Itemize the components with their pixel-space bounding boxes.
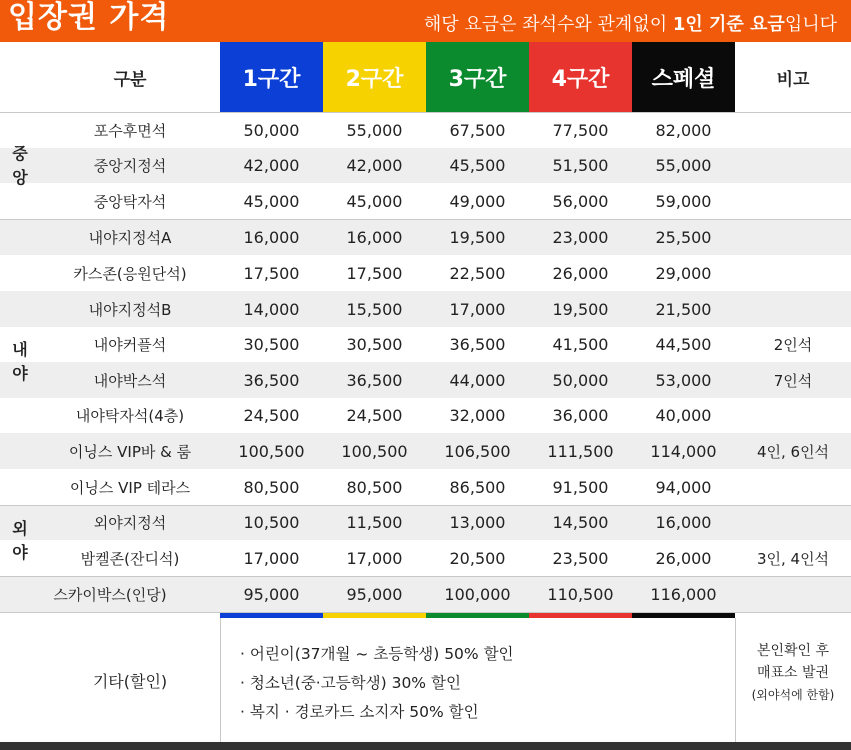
seat-name: 카스존(응원단석) [73, 264, 187, 283]
header-zone-1: 1구간 [220, 42, 323, 112]
zone-strip-1 [220, 613, 323, 618]
price-cell: 24,500 [346, 406, 403, 425]
price-cell: 36,500 [243, 370, 300, 390]
price-cell: 95,000 [346, 584, 403, 604]
zone-strip-4 [529, 613, 632, 618]
seat-name: 중앙지정석 [93, 157, 167, 175]
remark-cell: 3인, 4인석 [756, 549, 830, 568]
header-zone-4: 4구간 [529, 42, 632, 112]
seat-name: 스카이박스(인당) [53, 585, 167, 604]
remark-cell [735, 112, 851, 148]
price-cell: 17,000 [243, 548, 300, 568]
price-cell: 14,000 [243, 299, 300, 319]
remark-cell: 4인, 6인석 [756, 442, 830, 461]
footer-label: 기타(할인) [92, 671, 168, 691]
price-cell: 100,000 [444, 584, 511, 604]
price-cell: 51,500 [552, 156, 609, 175]
price-cell: 100,500 [238, 441, 305, 461]
seat-name: 내야지정석A [88, 228, 172, 247]
zone-strip-3 [426, 613, 529, 618]
seat-name: 포수후면석 [93, 121, 167, 140]
price-cell: 36,000 [552, 406, 609, 425]
table-row [0, 148, 851, 183]
price-cell: 45,000 [346, 191, 403, 211]
discount-item: · 청소년(중·고등학생) 30% 할인 [240, 674, 461, 692]
group-label-char: 내 [12, 340, 28, 359]
price-cell: 94,000 [655, 477, 712, 497]
seat-name: 내야커플석 [93, 336, 167, 354]
bottom-border [0, 742, 851, 750]
remark-cell [735, 219, 851, 255]
page-title: 입장권 가격 [8, 0, 170, 35]
price-cell: 40,000 [655, 406, 712, 425]
table-row [0, 398, 851, 433]
price-cell: 17,000 [449, 299, 506, 319]
price-cell: 17,500 [346, 263, 403, 283]
price-cell: 25,500 [655, 227, 712, 247]
table-row [0, 469, 851, 505]
seat-name: 이닝스 VIP 테라스 [69, 478, 191, 497]
price-cell: 50,000 [243, 120, 300, 140]
header-zone-special: 스페셜 [632, 42, 735, 112]
title-bar [0, 0, 851, 42]
remark-cell [735, 148, 851, 183]
price-cell: 16,000 [655, 513, 712, 532]
price-cell: 19,500 [552, 299, 609, 319]
table-row [0, 505, 851, 540]
price-cell: 55,000 [655, 156, 712, 175]
seat-name: 외야지정석 [93, 514, 167, 532]
price-cell: 29,000 [655, 263, 712, 283]
group-label-center [0, 112, 40, 219]
table-row [0, 291, 851, 327]
price-cell: 44,500 [655, 335, 712, 354]
header-zone-3: 3구간 [426, 42, 529, 112]
price-cell: 80,500 [243, 477, 300, 497]
price-cell: 91,500 [552, 477, 609, 497]
footer-remark-note: (외야석에 한함) [751, 688, 835, 702]
table-row [0, 540, 851, 576]
group-label-char: 중 [12, 143, 28, 163]
discount-item: · 어린이(37개월 ~ 초등학생) 50% 할인 [240, 645, 514, 663]
price-cell: 59,000 [655, 191, 712, 211]
price-cell: 24,500 [243, 406, 300, 425]
price-cell: 20,500 [449, 548, 506, 568]
price-cell: 100,500 [341, 441, 408, 461]
table-row [0, 327, 851, 362]
price-cell: 55,000 [346, 120, 403, 140]
price-cell: 10,500 [243, 513, 300, 532]
price-cell: 23,500 [552, 548, 609, 568]
price-cell: 13,000 [449, 513, 506, 532]
seat-name: 밤켈존(잔디석) [80, 549, 180, 568]
price-cell: 82,000 [655, 120, 712, 140]
price-cell: 19,500 [449, 227, 506, 247]
price-cell: 30,500 [346, 335, 403, 354]
price-cell: 16,000 [243, 227, 300, 247]
price-cell: 80,500 [346, 477, 403, 497]
table-row [0, 219, 851, 255]
zone-strip-special [632, 613, 735, 618]
price-cell: 45,000 [243, 191, 300, 211]
pricing-note-bold: 1인 기준 요금 [672, 14, 785, 35]
price-cell: 41,500 [552, 335, 609, 354]
price-cell: 17,500 [243, 263, 300, 283]
header-category: 구분 [40, 42, 220, 112]
remark-cell [735, 576, 851, 612]
price-cell: 95,000 [243, 584, 300, 604]
remark-cell [735, 183, 851, 219]
price-cell: 14,500 [552, 513, 609, 532]
price-cell: 26,000 [552, 263, 609, 283]
price-cell: 42,000 [346, 156, 403, 175]
price-cell: 116,000 [650, 584, 717, 604]
price-cell: 42,000 [243, 156, 300, 175]
price-cell: 106,500 [444, 441, 511, 461]
seat-name: 내야박스석 [93, 371, 167, 390]
group-label-char: 야 [12, 542, 28, 562]
header-zone-2: 2구간 [323, 42, 426, 112]
price-cell: 77,500 [552, 120, 609, 140]
table-row [0, 183, 851, 219]
price-cell: 21,500 [655, 299, 712, 319]
group-label-char: 외 [12, 518, 28, 538]
group-label-infield [0, 219, 40, 505]
footer-remark [735, 640, 851, 706]
price-cell: 36,500 [449, 335, 506, 354]
price-cell: 67,500 [449, 120, 506, 140]
footer-divider [220, 618, 221, 742]
price-cell: 15,500 [346, 299, 403, 319]
price-cell: 30,500 [243, 335, 300, 354]
footer-remark-line: 매표소 발권 [756, 665, 830, 681]
remark-cell: 7인석 [773, 371, 813, 390]
table-row [0, 112, 851, 148]
discount-item: · 복지 · 경로카드 소지자 50% 할인 [240, 703, 479, 721]
price-cell: 11,500 [346, 513, 403, 532]
price-cell: 45,500 [449, 156, 506, 175]
group-divider [0, 576, 851, 577]
group-divider [0, 219, 851, 220]
table-row [0, 433, 851, 469]
price-cell: 111,500 [547, 441, 614, 461]
discount-list [240, 640, 514, 727]
price-cell: 16,000 [346, 227, 403, 247]
table-row [0, 576, 851, 612]
remark-cell [735, 398, 851, 433]
price-cell: 26,000 [655, 548, 712, 568]
footer-remark-line: 본인확인 후 [756, 643, 830, 659]
price-cell: 36,500 [346, 370, 403, 390]
price-cell: 86,500 [449, 477, 506, 497]
pricing-note [424, 10, 837, 36]
seat-name: 내야지정석B [88, 300, 172, 319]
table-row [0, 255, 851, 291]
price-cell: 49,000 [449, 191, 506, 211]
remark-cell: 2인석 [773, 336, 813, 354]
zone-strip-2 [323, 613, 426, 618]
price-cell: 110,500 [547, 584, 614, 604]
remark-cell [735, 291, 851, 327]
remark-cell [735, 469, 851, 505]
group-label-outfield [0, 505, 40, 576]
price-cell: 17,000 [346, 548, 403, 568]
pricing-note-pre: 해당 요금은 좌석수와 관계없이 [423, 14, 673, 35]
price-cell: 114,000 [650, 441, 717, 461]
price-cell: 50,000 [552, 370, 609, 390]
price-cell: 56,000 [552, 191, 609, 211]
seat-name: 이닝스 VIP바 & 룸 [68, 442, 192, 461]
table-row [0, 362, 851, 398]
group-label-char: 야 [12, 364, 28, 383]
header-remark: 비고 [735, 42, 851, 112]
group-label-char: 앙 [12, 167, 28, 187]
price-cell: 32,000 [449, 406, 506, 425]
remark-cell [735, 505, 851, 540]
price-cell: 44,000 [449, 370, 506, 390]
remark-cell [735, 255, 851, 291]
price-cell: 22,500 [449, 263, 506, 283]
seat-name: 내야탁자석(4층) [75, 407, 185, 425]
pricing-note-post: 입니다 [784, 14, 837, 35]
seat-name: 중앙탁자석 [93, 192, 167, 211]
price-cell: 23,000 [552, 227, 609, 247]
group-divider [0, 505, 851, 506]
price-cell: 53,000 [655, 370, 712, 390]
